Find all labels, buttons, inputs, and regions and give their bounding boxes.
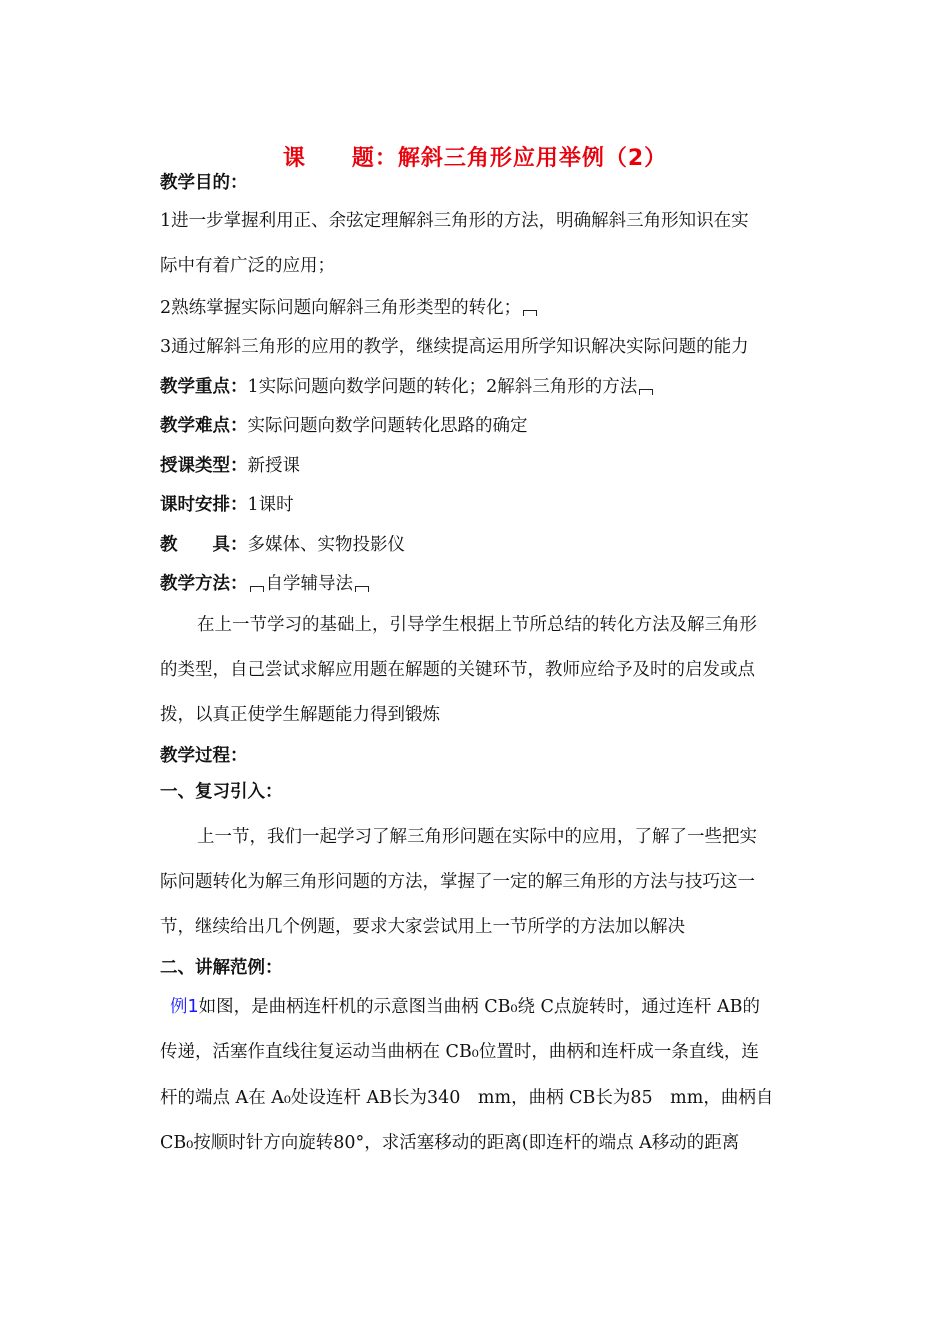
title-part1: 课 (282, 146, 306, 171)
difficulty: 教学难点：实际问题向数学问题转化思路的确定 (160, 416, 528, 436)
example-1-line1: 例1如图，是曲柄连杆机的示意图当曲柄 CB₀绕 C点旋转时，通过连杆 AB的 (170, 997, 760, 1017)
process-heading: 教学过程： (160, 746, 248, 766)
example-1-line4: CB₀按顺时针方向旋转80°，求活塞移动的距离(即连杆的端点 A移动的距离 (160, 1133, 740, 1153)
method-paragraph-line3: 拨，以真正使学生解题能力得到锻炼 (160, 705, 440, 725)
review-line1: 上一节，我们一起学习了解三角形问题在实际中的应用，了解了一些把实 (197, 827, 757, 847)
objective-1-line2: 际中有着广泛的应用； (160, 256, 335, 276)
paragraph-mark-icon (250, 586, 264, 592)
example-1-line2: 传递，活塞作直线往复运动当曲柄在 CB₀位置时，曲柄和连杆成一条直线，连 (160, 1042, 759, 1062)
title-part2: 题：解斜三角形应用举例（2） (351, 146, 668, 171)
review-line2: 际问题转化为解三角形问题的方法，掌握了一定的解三角形的方法与技巧这一 (160, 872, 755, 892)
tools: 教 具：多媒体、实物投影仪 (160, 535, 405, 555)
paragraph-mark-icon (639, 389, 653, 395)
examples-heading: 二、讲解范例： (160, 958, 283, 978)
lesson-type: 授课类型：新授课 (160, 456, 300, 476)
method-paragraph-line2: 的类型，自己尝试求解应用题在解题的关键环节，教师应给予及时的启发或点 (160, 660, 755, 680)
schedule: 课时安排：1课时 (160, 495, 294, 515)
objective-2: 2熟练掌握实际问题向解斜三角形类型的转化； (160, 297, 539, 319)
objective-3: 3通过解斜三角形的应用的教学，继续提高运用所学知识解决实际问题的能力 (160, 337, 749, 357)
paragraph-mark-icon (523, 310, 537, 316)
objective-1-line1: 1进一步掌握利用正、余弦定理解斜三角形的方法，明确解斜三角形知识在实 (160, 211, 749, 231)
teaching-method: 教学方法： 自学辅导法 (160, 573, 371, 595)
review-heading: 一、复习引入： (160, 782, 283, 802)
objectives-heading: 教学目的： (160, 173, 248, 193)
paragraph-mark-icon (355, 586, 369, 592)
key-points: 教学重点：1实际问题向数学问题的转化；2解斜三角形的方法 (160, 376, 655, 398)
review-line3: 节，继续给出几个例题，要求大家尝试用上一节所学的方法加以解决 (160, 917, 685, 937)
method-paragraph-line1: 在上一节学习的基础上，引导学生根据上节所总结的转化方法及解三角形 (197, 615, 757, 635)
page-title (0, 141, 950, 172)
example-label: 例1 (170, 997, 199, 1017)
example-1-line3: 杆的端点 A在 A₀处设连杆 AB长为340 mm，曲柄 CB长为85 mm，曲柄自 (160, 1088, 774, 1108)
